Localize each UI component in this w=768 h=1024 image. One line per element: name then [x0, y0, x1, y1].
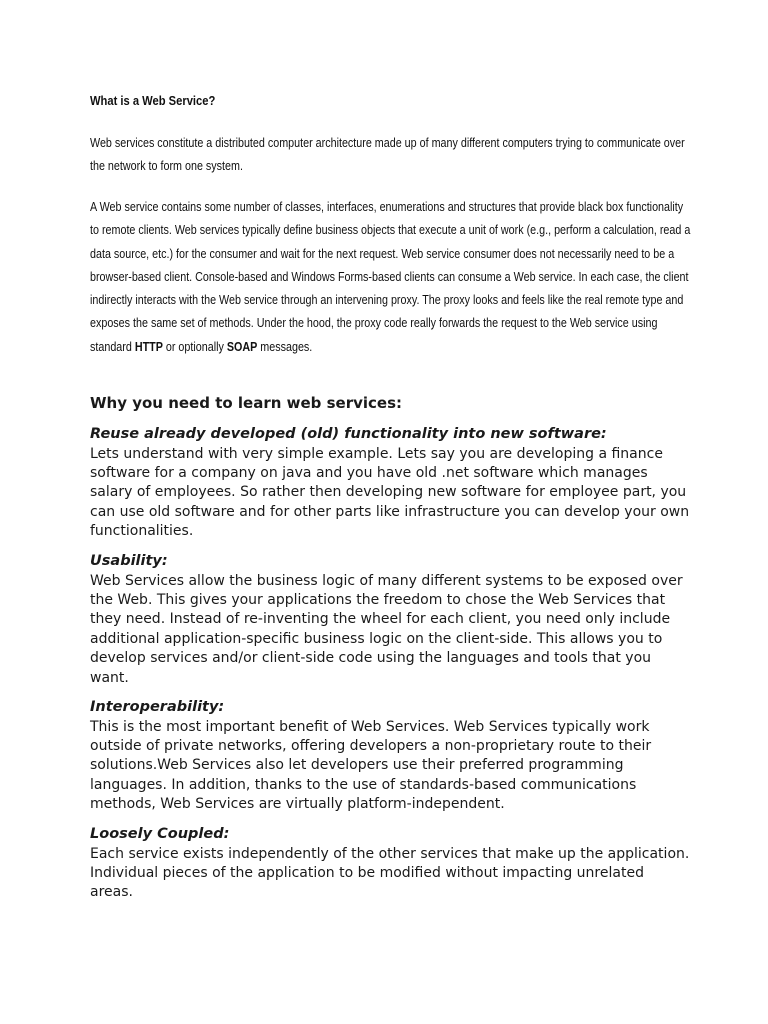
section-body: This is the most important benefit of Web Services. Web Services typically work outside of private networks, offering developers a non-proprietary route to their solutions.Web Services also let developers use their preferred programming languages. In addition, thanks to the use of standards-based communications methods, Web Services are virtually platform-independent. [90, 718, 652, 813]
paragraph-text: A Web service contains some number of classes, interfaces, enumerations and structures that provide black box functionality to remote clients. Web services typically define business objects that execute a unit of work (e.g., perform a calculation, read a data source, etc.) for the consumer and wait for the next request. Web service consumer does not necessarily need to be a browser-based client. Console-based and Windows Forms-based clients can consume a Web service. In each case, the client indirectly interacts with the Web service through an intervening proxy. The proxy looks and feels like the real remote type and exposes the same set of methods. Under the hood, the proxy code really forwards the request to the Web service using standard [90, 200, 691, 354]
section-heading: Interoperability: [90, 699, 225, 715]
section-reuse [90, 425, 690, 542]
document-title: What is a Web Service? [90, 93, 216, 108]
section-heading: Loosely Coupled: [90, 826, 230, 842]
paragraph-text: messages. [257, 339, 313, 354]
section-body: Each service exists independently of the other services that make up the application. Individual pieces of the application to be modified without impacting unrelated areas. [90, 845, 690, 901]
section-loosely-coupled [90, 825, 690, 903]
section-interoperability [90, 698, 690, 815]
soap-term: SOAP [226, 339, 258, 354]
http-term: HTTP [134, 339, 163, 354]
section-body: Lets understand with very simple example. Lets say you are developing a finance software for a company on java and you have old .net software which manages salary of employees. So rather then developing new software for employee part, you can use old software and for other parts like infrastructure you can develop your own functionalities. [90, 445, 690, 540]
why-heading: Why you need to learn web services: [90, 394, 403, 412]
intro-paragraph: Web services constitute a distributed computer architecture made up of many different computers trying to communicate over the network to form one system. [90, 136, 685, 174]
section-heading: Usability: [90, 553, 168, 569]
section-usability [90, 552, 690, 688]
paragraph-text: or optionally [162, 339, 227, 354]
section-heading: Reuse already developed (old) functionality into new software: [90, 426, 607, 442]
section-body: Web Services allow the business logic of many different systems to be exposed over the Web. This gives your applications the freedom to chose the Web Services that they need. Instead of re-inventing the wheel for each client, you need only include additional application-specific business logic on the client-side. This allows you to develop services and/or client-side code using the languages and tools that you want. [90, 572, 683, 686]
web-service-paragraph [90, 196, 692, 359]
